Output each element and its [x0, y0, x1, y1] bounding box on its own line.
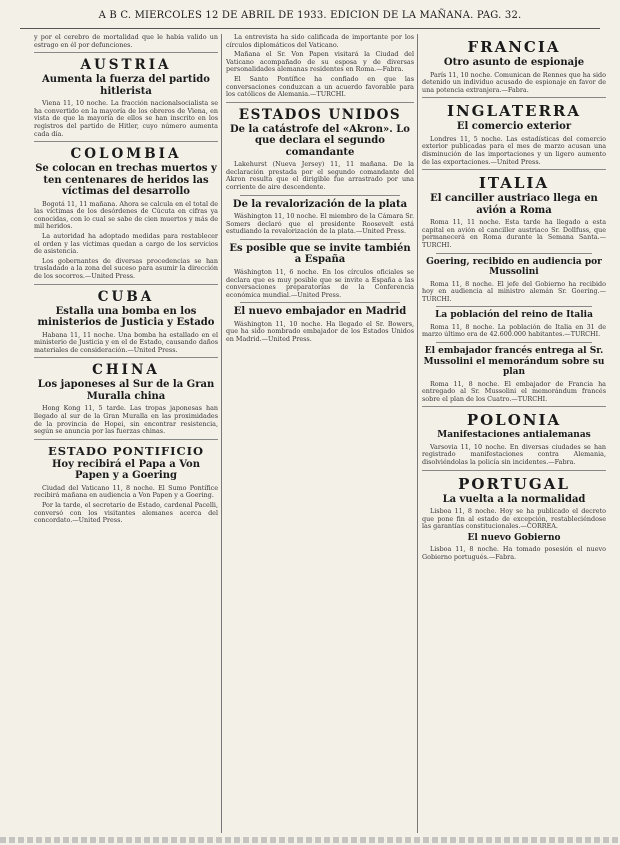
section-inglaterra: INGLATERRA: [446, 102, 582, 121]
headline: Los japoneses al Sur de la Gran Muralla china: [37, 379, 215, 402]
headline: Hoy recibirá el Papa a Von Papen y a Goering: [51, 458, 201, 482]
divider: [240, 195, 400, 196]
section-polonia: POLONIA: [466, 411, 562, 430]
article-body: Roma 11, 11 noche. Esta tarde ha llegado a esta capital en avión el canciller austriaco Sr. Dollfuss, que permanecerá en Roma durante la Semana Santa.—TURCHI.: [422, 218, 606, 249]
headline: El nuevo embajador en Madrid: [233, 306, 407, 318]
article-body: Roma 11, 8 noche. La población de Italia en 31 de marzo último era de 42.600.000 habitantes.—TURCHI.: [422, 322, 606, 339]
divider: [422, 97, 606, 98]
divider: [34, 52, 218, 53]
article-body: Roma 11, 8 noche. El embajador de Francia ha entregado al Sr. Mussolini el memorándum francés sobre el plan de los Cuatro.—TURCHI.: [422, 379, 606, 403]
article-body: Por la tarde, el secretario de Estado, cardenal Pacelli, conversó con los visitantes alemanes acerca del concordato.—United Press.: [34, 500, 218, 525]
article-body: Los gobernantes de diversas procedencias se han trasladado a la zona del suceso para asumir la dirección de los socorros.—United Press.: [34, 256, 218, 280]
headline: La vuelta a la normalidad: [442, 493, 586, 505]
column-2: [226, 34, 414, 835]
divider: [240, 302, 400, 303]
section-eeuu: ESTADOS UNIDOS: [238, 106, 402, 123]
divider: [34, 141, 218, 142]
article-body: Lakehurst (Nueva Jersey) 11, 11 mañana. De la declaración prestada por el segundo comandante del Akron resulta que el dirigible fue arrastrado por una corriente de aire descendente.: [226, 160, 414, 192]
column-rule: [417, 34, 418, 833]
divider: [34, 284, 218, 285]
article-body: Wáshington 11, 10 noche. Ha llegado el Sr. Bowers, que ha sido nombrado embajador de los Estados Unidos en Madrid.—United Press.: [226, 319, 414, 343]
article-body: Lisboa 11, 8 noche. Hoy se ha publicado el decreto que pone fin al estado de excepción, restableciéndose las garantías constitucionales.—CORREA.: [422, 507, 606, 531]
divider: [436, 342, 592, 343]
headline: El canciller austriaco llega en avión a Roma: [430, 193, 598, 216]
headline: Estalla una bomba en los ministerios de Justicia y Estado: [37, 305, 215, 329]
section-china: CHINA: [92, 362, 160, 379]
article-body: La entrevista ha sido calificada de importante por los círculos diplomáticos del Vaticano.: [226, 34, 414, 49]
headline: Es posible que se invite también a España: [229, 242, 411, 266]
page-header: A B C. MIERCOLES 12 DE ABRIL DE 1933. EDICION DE LA MAÑANA. PAG. 32.: [20, 10, 600, 29]
article-body: Bogotá 11, 11 mañana. Ahora se calcula en el total de las víctimas de los desórdenes de Cúcuta en cifras ya conocidas, con lo cual se sabe de cien muertos y más de mil heridos.: [34, 199, 218, 231]
article-body: Wáshington 11, 10 noche. El miembro de la Cámara Sr. Somers declaró que el presidente Roosevelt está estudiando la revalorización de la plata.—United Press.: [226, 212, 414, 236]
headline: Aumenta la fuerza del partido hitlerista: [42, 74, 210, 97]
headline: El nuevo Gobierno: [467, 532, 561, 543]
article-body: Ciudad del Vaticano 11, 8 noche. El Sumo Pontífice recibirá mañana en audiencia a Von Papen y a Goering.: [34, 483, 218, 500]
headline: Goering, recibido en audiencia por Mussolini: [426, 256, 602, 278]
headline: Se colocan en trechas muertos y ten centenares de heridos las víctimas del desarrollo: [35, 163, 217, 198]
divider: [240, 239, 400, 240]
article-body: Mañana el Sr. Von Papen visitará la Ciudad del Vaticano acompañado de su esposa y de diversas personalidades alemanas residentes en Roma.—Fabra.: [226, 50, 414, 74]
article-body: Habana 11, 11 noche. Una bomba ha estallado en el ministerio de Justicia y en el de Estado, causando daños materiales de consideración.—United Press.: [34, 330, 218, 354]
page-footer-strip: [0, 837, 620, 843]
divider: [422, 406, 606, 407]
headline: La población del reino de Italia: [435, 310, 593, 321]
article-body: El Santo Pontífice ha confiado en que las conversaciones conduzcan a un acuerdo favorable para los católicos de Alemania.—TURCHI.: [226, 74, 414, 99]
article-body: La autoridad ha adoptado medidas para restablecer el orden y las víctimas quedan a cargo de los servicios de asistencia.: [34, 232, 218, 256]
section-portugal: PORTUGAL: [458, 474, 570, 493]
divider: [34, 439, 218, 440]
section-vaticano: ESTADO PONTIFICIO: [47, 443, 205, 458]
article-body: Hong Kong 11, 5 tarde. Las tropas japonesas han llegado al sur de la Gran Muralla en las proximidades de la provincia de Hopei, sin encontrar resistencia, según se anuncia por las fuerzas chinas.: [34, 404, 218, 436]
divider: [34, 357, 218, 358]
headline: Manifestaciones antialemanas: [437, 430, 591, 441]
headline: De la catástrofe del «Akron». Lo que declara el segundo comandante: [230, 123, 410, 158]
section-francia: FRANCIA: [467, 38, 561, 56]
headline: El embajador francés entrega al Sr. Mussolini el memorándum sobre su plan: [423, 346, 605, 377]
divider: [436, 253, 592, 254]
section-cuba: CUBA: [97, 288, 155, 305]
article-body: Lisboa 11, 8 noche. Ha tomado posesión el nuevo Gobierno portugués.—Fabra.: [422, 545, 606, 561]
divider: [422, 470, 606, 471]
article-body: Viena 11, 10 noche. La fracción nacionalsocialista se ha convertido en la mayoría de los obreros de Viena, en vista de que la mayoría de ellos se han inscrito en los registros del partido de Hitler, cuyo número aumenta cada día.: [34, 99, 218, 138]
column-3: [422, 34, 606, 835]
intro-text: y por el cerebro de mortalidad que le había valido un estrago en él por defunciones.: [34, 34, 218, 49]
article-body: Londres 11, 5 noche. Las estadísticas del comercio exterior publicadas para el mes de marzo acusan una disminución de las importaciones y un ligero aumento de las exportaciones.—United Press.: [422, 134, 606, 166]
article-body: Varsovia 11, 10 noche. En diversas ciudades se han registrado manifestaciones contra Alemania, disolviéndolas la policía sin incidentes.—Fabra.: [422, 442, 606, 466]
article-body: Roma 11, 8 noche. El jefe del Gobierno ha recibido hoy en audiencia al ministro alemán Sr. Goering.—TURCHI.: [422, 279, 606, 303]
section-italia: ITALIA: [478, 174, 550, 193]
column-rule: [221, 34, 222, 833]
divider: [436, 306, 592, 307]
divider: [226, 102, 414, 103]
headline: De la revalorización de la plata: [232, 198, 408, 210]
headline: El comercio exterior: [456, 121, 572, 133]
divider: [422, 169, 606, 170]
column-1: [34, 34, 218, 835]
section-austria: AUSTRIA: [80, 57, 172, 74]
article-body: Wáshington 11, 6 noche. En los círculos oficiales se declara que es muy posible que se invite a España a las conversaciones preparatorias de la Conferencia económica mundial.—United Press.: [226, 267, 414, 299]
article-body: París 11, 10 noche. Comunican de Rennes que ha sido detenido un individuo acusado de espionaje en favor de una potencia extranjera.—Fabra.: [422, 70, 606, 94]
headline: Otro asunto de espionaje: [443, 57, 585, 68]
section-colombia: COLOMBIA: [70, 146, 182, 163]
